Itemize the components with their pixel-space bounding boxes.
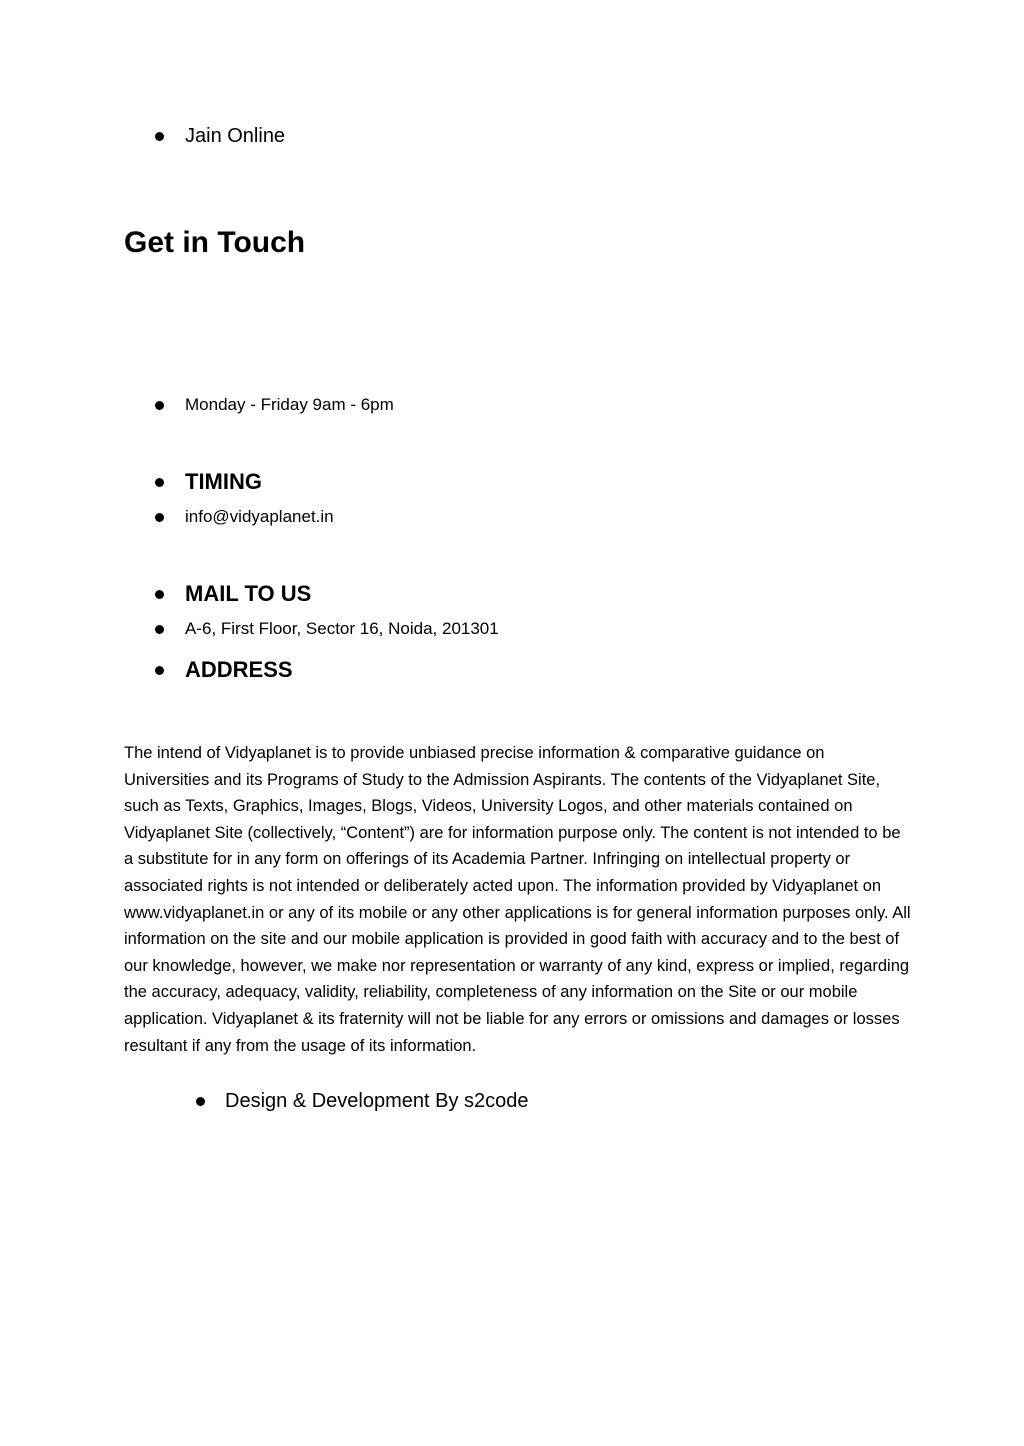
bullet-icon	[155, 401, 164, 410]
bullet-icon	[155, 513, 164, 522]
hours-text: Monday - Friday 9am - 6pm	[185, 395, 394, 414]
email-link[interactable]: info@vidyaplanet.in	[185, 507, 334, 526]
list-item-timing-label	[155, 468, 262, 496]
list-item-address	[155, 618, 499, 640]
mail-label: MAIL TO US	[185, 581, 312, 606]
bullet-icon	[196, 1097, 205, 1106]
list-item-address-label	[155, 656, 293, 684]
list-item-credit	[196, 1089, 529, 1113]
bullet-icon	[155, 666, 164, 675]
bullet-icon	[155, 625, 164, 634]
list-item-email	[155, 506, 334, 528]
bullet-icon	[155, 590, 164, 599]
list-item-jain-online	[155, 124, 285, 148]
disclaimer-paragraph: The intend of Vidyaplanet is to provide unbiased precise information & comparative guidance on Universities and its Programs of Study to the Admission Aspirants. The contents of the Vidyaplanet Site, such as Texts, Graphics, Images, Blogs, Videos, University Logos, and other materials contained on Vidyaplanet Site (collectively, “Content”) are for information purpose only. The content is not intended to be a substitute for in any form on offerings of its Academia Partner. Infringing on intellectual property or associated rights is not intended or deliberately acted upon. The information provided by Vidyaplanet on www.vidyaplanet.in or any of its mobile or any other applications is for general information purposes only. All information on the site and our mobile application is provided in good faith with accuracy and to the best of our knowledge, however, we make nor representation or warranty of any kind, express or implied, regarding the accuracy, adequacy, validity, reliability, completeness of any information on the Site or our mobile application. Vidyaplanet & its fraternity will not be liable for any errors or omissions and damages or losses resultant if any from the usage of its information.	[124, 744, 911, 1055]
list-item-mail-label	[155, 580, 311, 608]
credit-text: Design & Development By s2code	[225, 1089, 529, 1112]
page-title: Get in Touch	[124, 226, 306, 259]
address-label: ADDRESS	[185, 657, 293, 682]
timing-label: TIMING	[185, 469, 262, 494]
bullet-icon	[155, 132, 164, 141]
list-item-label: Jain Online	[185, 124, 286, 147]
bullet-icon	[155, 478, 164, 487]
list-item-hours	[155, 394, 394, 416]
address-text: A-6, First Floor, Sector 16, Noida, 201301	[185, 619, 499, 638]
